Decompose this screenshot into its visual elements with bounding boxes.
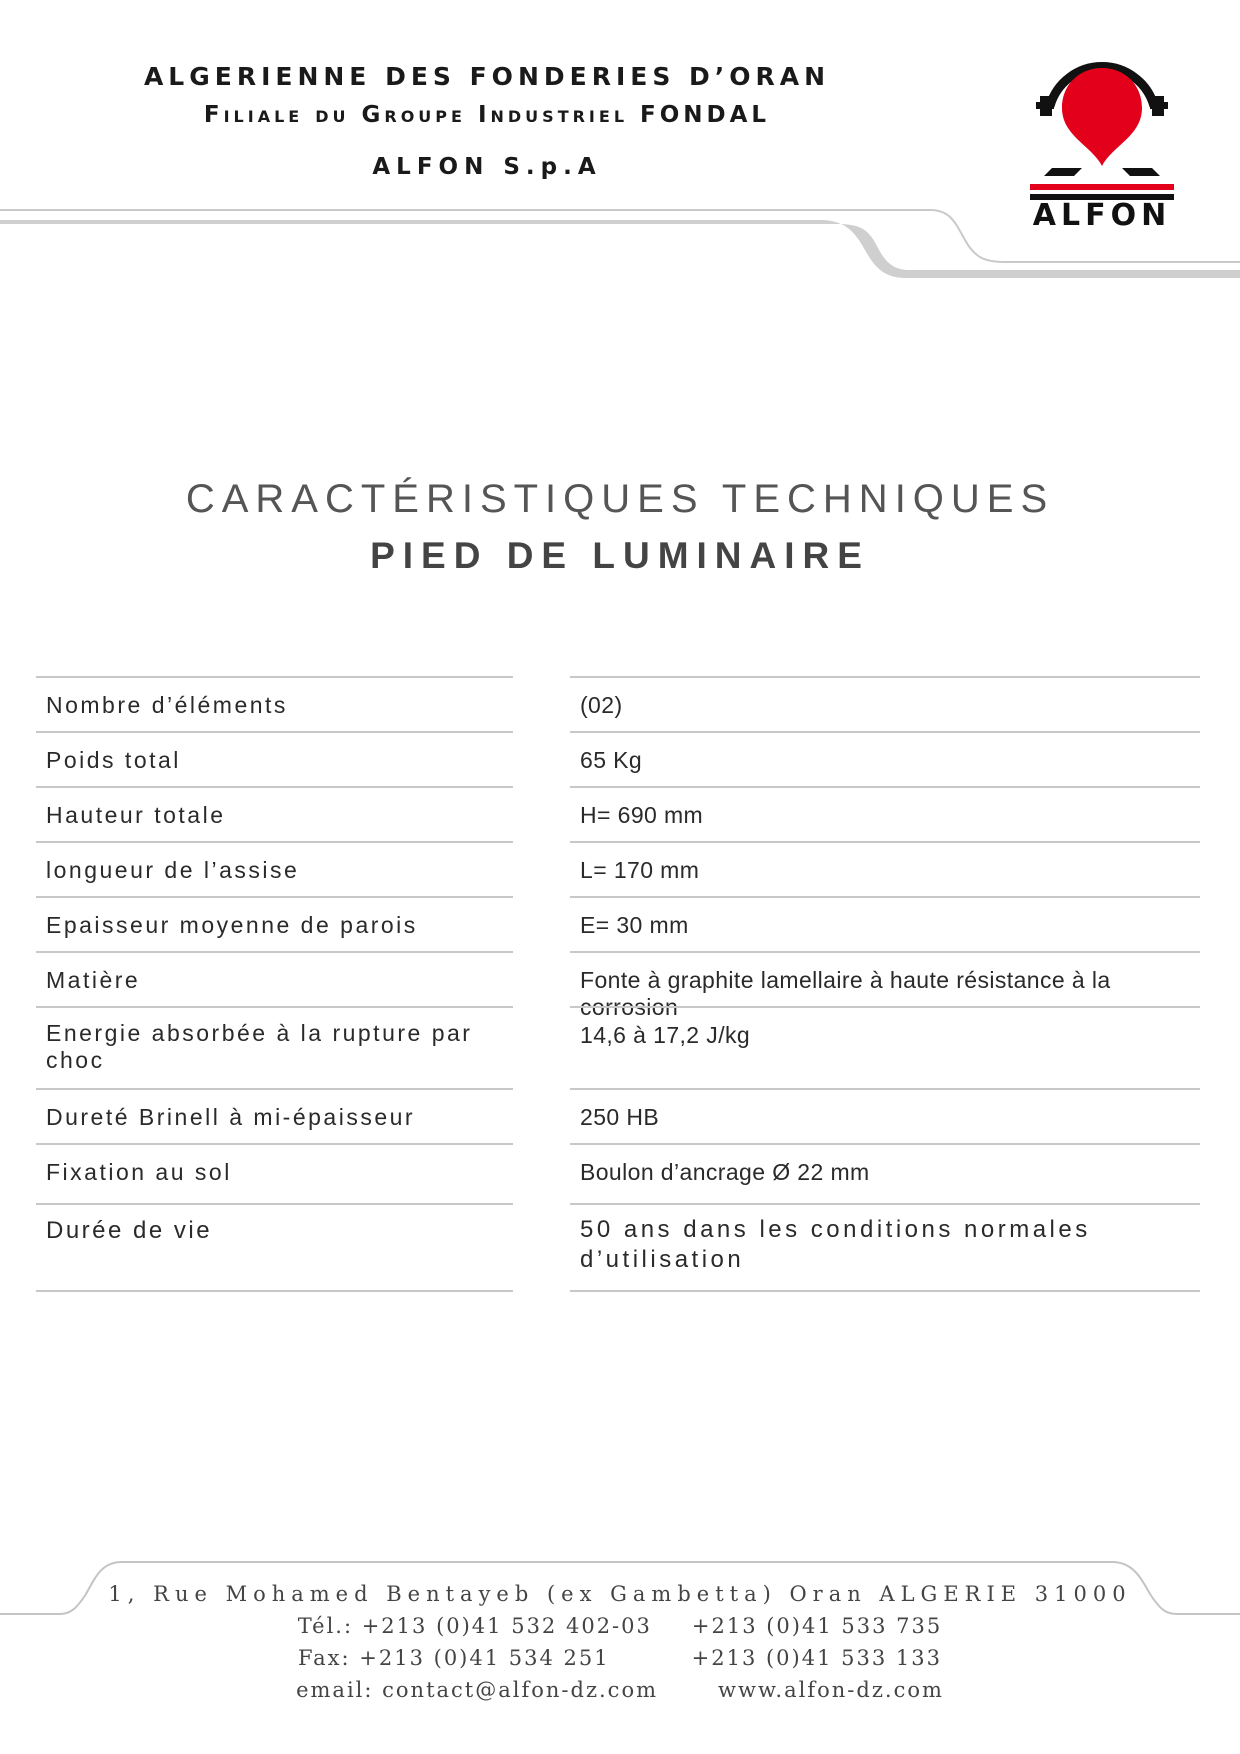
document-title: CARACTÉRISTIQUES TECHNIQUES	[185, 477, 1055, 521]
table-row	[36, 841, 1200, 896]
spec-label: Energie absorbée à la rupture par choc	[36, 1006, 513, 1088]
spec-value: 50 ans dans les conditions normales d’utilisation	[570, 1203, 1200, 1290]
footer-fax-2: +213 (0)41 533 133	[691, 1646, 942, 1670]
spec-label: Dureté Brinell à mi-épaisseur	[36, 1088, 513, 1143]
spec-table	[36, 676, 1200, 1292]
spec-value: 250 HB	[570, 1088, 1200, 1143]
spec-label: Durée de vie	[36, 1203, 513, 1290]
footer-tel-2: +213 (0)41 533 735	[691, 1614, 943, 1638]
table-row	[36, 896, 1200, 951]
document-subtitle: PIED DE LUMINAIRE	[370, 535, 870, 576]
spec-value: 14,6 à 17,2 J/kg	[570, 1006, 1200, 1088]
footer-contact	[0, 1678, 1240, 1702]
table-row	[36, 1203, 1200, 1290]
footer-faxes	[0, 1646, 1240, 1670]
spec-label: Hauteur totale	[36, 786, 513, 841]
spec-value: Fonte à graphite lamellaire à haute résistance à la corrosion	[570, 951, 1200, 1006]
spec-value: 65 Kg	[570, 731, 1200, 786]
spec-label: Poids total	[36, 731, 513, 786]
spec-value: L= 170 mm	[570, 841, 1200, 896]
footer-phones	[0, 1614, 1240, 1638]
spec-label: Fixation au sol	[36, 1143, 513, 1203]
table-row	[36, 1006, 1200, 1088]
spec-value: (02)	[570, 676, 1200, 731]
logo-wordmark: ALFON	[1032, 198, 1172, 233]
company-subsidiary: Filiale du Groupe Industriel FONDAL	[203, 102, 771, 128]
spec-label: Epaisseur moyenne de parois	[36, 896, 513, 951]
table-row	[36, 1088, 1200, 1143]
spec-label: longueur de l’assise	[36, 841, 513, 896]
table-bottom-rule	[36, 1290, 1200, 1292]
table-row	[36, 676, 1200, 731]
footer-fax: Fax: +213 (0)41 534 251	[298, 1646, 610, 1670]
spec-label: Nombre d’éléments	[36, 676, 513, 731]
footer-email: email: contact@alfon-dz.com	[296, 1678, 658, 1702]
table-row	[36, 731, 1200, 786]
spec-value: Boulon d’ancrage Ø 22 mm	[570, 1143, 1200, 1203]
company-legal-name: ALFON S.p.A	[372, 154, 602, 180]
spec-value: E= 30 mm	[570, 896, 1200, 951]
footer-tel: Tél.: +213 (0)41 532 402-03	[297, 1614, 652, 1638]
footer-website[interactable]: www.alfon-dz.com	[718, 1678, 944, 1702]
footer-address: 1, Rue Mohamed Bentayeb (ex Gambetta) Oran ALGERIE 31000	[108, 1582, 1132, 1606]
table-row	[36, 786, 1200, 841]
table-row	[36, 951, 1200, 1020]
spec-value: H= 690 mm	[570, 786, 1200, 841]
spec-label: Matière	[36, 951, 513, 1006]
table-row	[36, 1143, 1200, 1203]
company-name: ALGERIENNE DES FONDERIES D’ORAN	[143, 62, 831, 91]
